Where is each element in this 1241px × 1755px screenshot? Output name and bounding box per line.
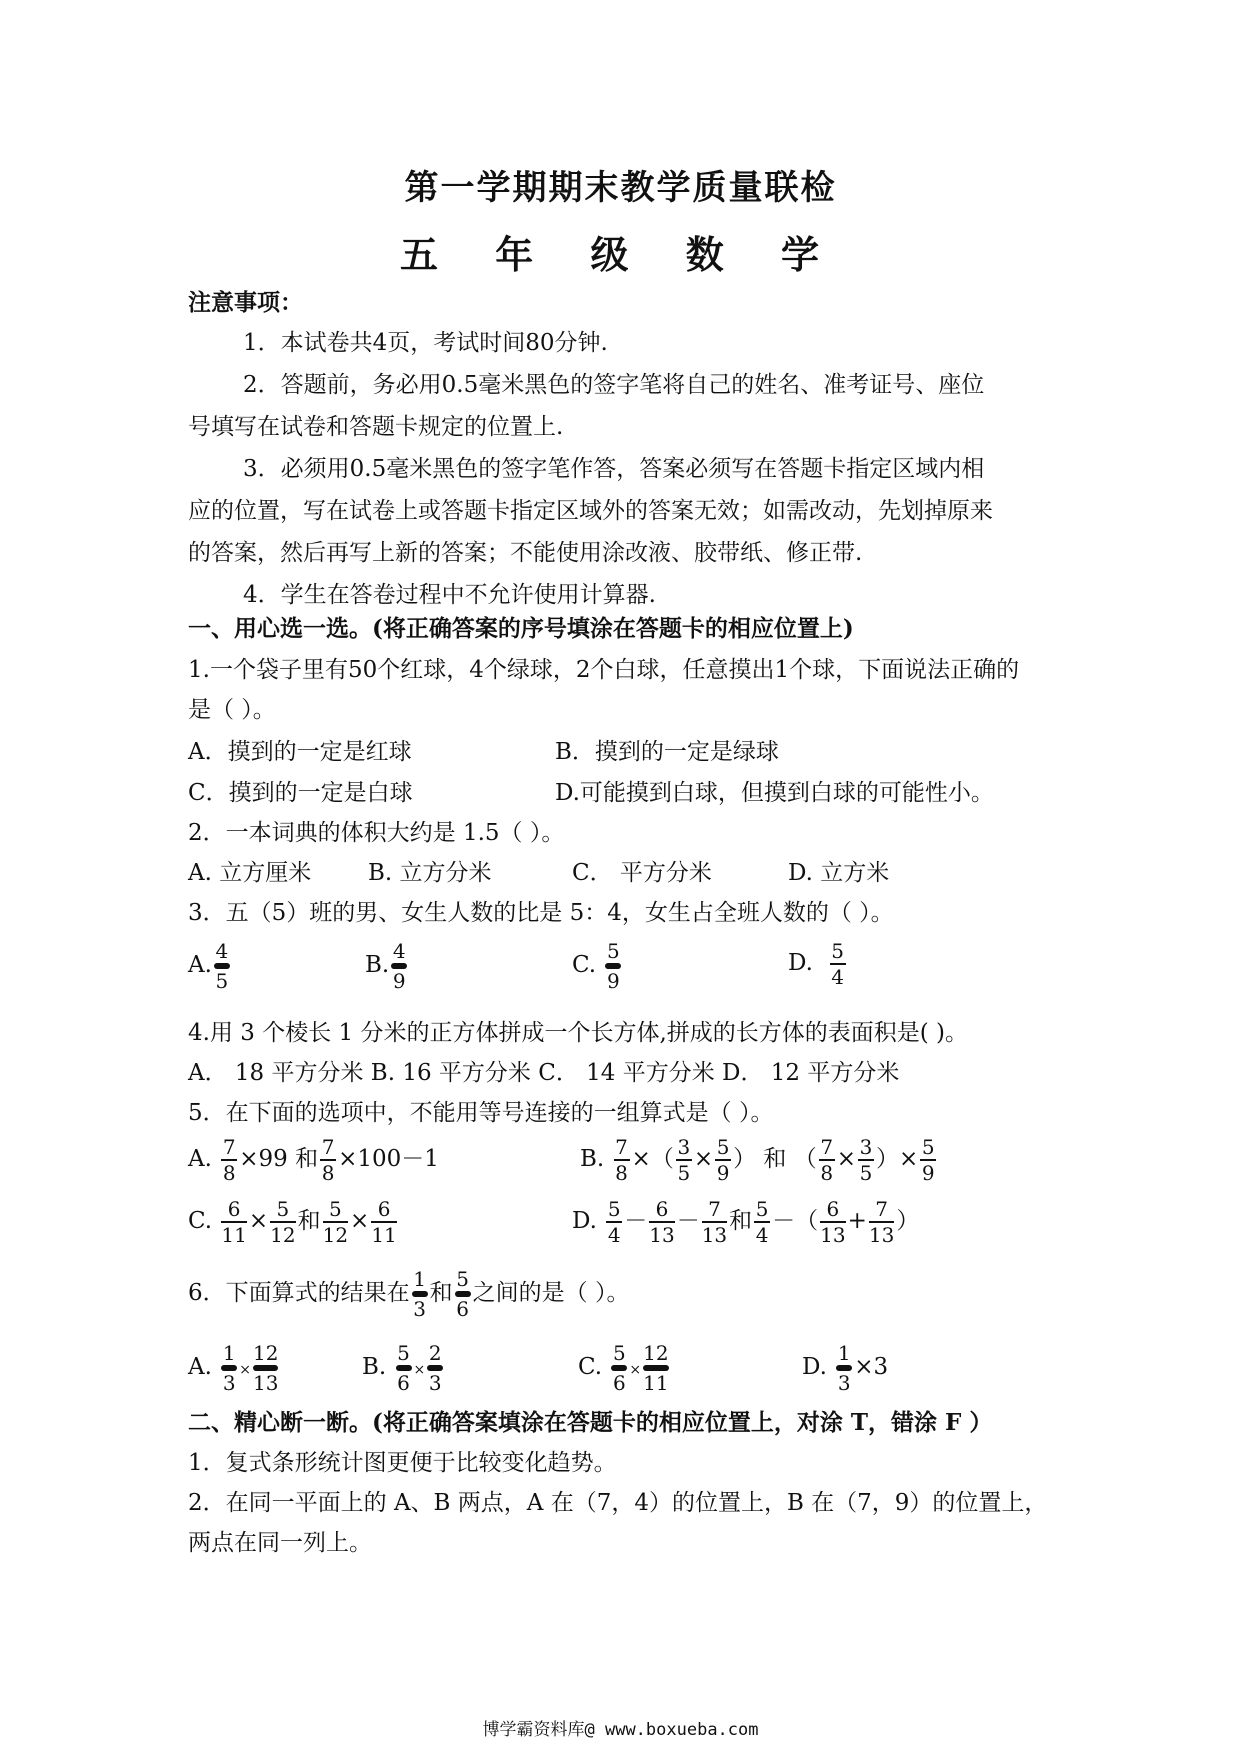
note-item-1: 1．本试卷共4页，考试时间80分钟.	[243, 330, 608, 356]
numerator: 6	[227, 1197, 241, 1221]
operator: ×	[631, 1146, 651, 1172]
q2-stem: 2．一本词典的体积大约是 1.5（ ）。	[188, 820, 565, 846]
numerator: 7	[708, 1197, 721, 1221]
numerator: 12	[643, 1341, 669, 1365]
denominator: 6	[613, 1371, 626, 1395]
denominator: 3	[428, 1371, 442, 1395]
denominator: 12	[270, 1223, 296, 1247]
numerator: 3	[859, 1135, 873, 1159]
q5-option-d	[572, 1198, 919, 1246]
note-item-2-line-2: 号填写在试卷和答题卡规定的位置上.	[188, 414, 564, 440]
option-label: C.	[188, 1208, 213, 1234]
option-label: A.	[188, 1354, 212, 1380]
fraction	[836, 1342, 852, 1394]
option-label: A.	[188, 952, 212, 978]
q6-option-c	[578, 1342, 671, 1394]
fraction	[676, 1136, 692, 1184]
numerator: 1	[413, 1267, 426, 1291]
numerator: 5	[328, 1197, 342, 1221]
denominator: 8	[321, 1161, 335, 1185]
fraction	[702, 1198, 727, 1246]
fraction	[455, 1268, 471, 1320]
paren: ）	[876, 1146, 899, 1172]
denominator: 3	[222, 1371, 236, 1395]
operator: ×	[899, 1146, 919, 1172]
operator: ×	[350, 1208, 370, 1234]
denominator: 11	[221, 1223, 247, 1247]
numerator: 6	[826, 1197, 840, 1221]
fraction	[649, 1198, 674, 1246]
q1-option-b: B．摸到的一定是绿球	[555, 739, 779, 765]
denominator: 11	[643, 1371, 669, 1395]
operator: －	[676, 1208, 700, 1234]
numerator: 3	[677, 1135, 691, 1159]
denominator: 3	[837, 1371, 851, 1395]
fraction	[270, 1198, 295, 1246]
fraction	[323, 1198, 348, 1246]
fraction	[221, 1342, 237, 1394]
numerator: 5	[921, 1135, 935, 1159]
denominator: 11	[371, 1223, 397, 1247]
denominator: 5	[215, 969, 229, 993]
q5-option-a	[188, 1136, 439, 1184]
denominator: 8	[820, 1161, 834, 1185]
numerator: 5	[755, 1197, 769, 1221]
paren: （	[650, 1146, 674, 1172]
q5-option-b	[580, 1136, 938, 1184]
expression-text: ×99 和	[239, 1146, 319, 1172]
denominator: 8	[222, 1161, 236, 1185]
numerator: 6	[377, 1197, 391, 1221]
fraction	[427, 1342, 443, 1394]
denominator: 8	[615, 1161, 628, 1185]
denominator: 13	[701, 1223, 728, 1247]
fraction	[396, 1342, 412, 1394]
operator: ×	[413, 1362, 426, 1378]
numerator: 1	[837, 1341, 851, 1365]
exam-title: 第一学期期末教学质量联检	[404, 168, 837, 208]
conjunction: 和	[297, 1208, 321, 1234]
operator: +	[847, 1208, 867, 1234]
fraction	[320, 1136, 336, 1184]
conjunction: 和	[756, 1146, 794, 1172]
option-label: B.	[362, 1354, 387, 1380]
numerator: 4	[215, 939, 229, 963]
q3-option-c	[572, 940, 623, 992]
stem-text: 之间的是（ ）。	[472, 1280, 630, 1306]
s2-q2-line-1: 2．在同一平面上的 A、B 两点，A 在（7，4）的位置上，B 在（7，9）的位置上，	[188, 1490, 1048, 1516]
denominator: 6	[397, 1371, 410, 1395]
fraction	[391, 940, 407, 992]
denominator: 4	[755, 1223, 769, 1247]
fraction	[920, 1136, 936, 1184]
operator: －	[624, 1208, 648, 1234]
numerator: 7	[321, 1135, 335, 1159]
numerator: 2	[428, 1341, 442, 1365]
numerator: 4	[392, 939, 406, 963]
numerator: 7	[615, 1135, 628, 1159]
denominator: 13	[820, 1223, 846, 1247]
fraction	[606, 1198, 622, 1246]
numerator: 5	[607, 939, 620, 963]
numerator: 5	[456, 1267, 469, 1291]
option-label: C.	[578, 1354, 603, 1380]
q4-stem: 4.用 3 个棱长 1 分米的正方体拼成一个长方体,拼成的长方体的表面积是( )。	[188, 1020, 969, 1046]
expression-text: ×3	[854, 1354, 889, 1380]
denominator: 6	[456, 1297, 469, 1321]
numerator: 7	[820, 1135, 834, 1159]
fraction	[412, 1268, 428, 1320]
s2-q2-line-2: 两点在同一列上。	[188, 1530, 372, 1556]
notes-heading: 注意事项：	[188, 289, 303, 316]
q1-option-d: D.可能摸到白球，但摸到白球的可能性小。	[555, 780, 994, 806]
q2-option-b: B. 立方分米	[368, 860, 492, 886]
fraction	[869, 1198, 894, 1246]
numerator: 5	[607, 1197, 621, 1221]
fraction	[611, 1342, 627, 1394]
fraction	[820, 1198, 845, 1246]
fraction	[614, 1136, 630, 1184]
section-2-heading: 二、精心断一断。(将正确答案填涂在答题卡的相应位置上，对涂 T，错涂 F ）	[188, 1409, 993, 1436]
numerator: 1	[222, 1341, 236, 1365]
fraction	[371, 1198, 396, 1246]
denominator: 13	[649, 1223, 675, 1247]
section-1-heading: 一、用心选一选。(将正确答案的序号填涂在答题卡的相应位置上)	[188, 615, 854, 642]
expression-text: ×100－1	[338, 1146, 439, 1172]
fraction	[643, 1342, 668, 1394]
footer-watermark: 博学霸资料库@ www.boxueba.com	[482, 1720, 759, 1740]
exam-subject: 五 年 级 数 学	[400, 232, 841, 277]
fraction	[715, 1136, 731, 1184]
q6-option-a	[188, 1342, 280, 1394]
q6-option-b	[362, 1342, 445, 1394]
fraction	[221, 1198, 246, 1246]
denominator: 3	[413, 1297, 426, 1321]
q6-stem	[188, 1268, 629, 1320]
q6-option-d	[802, 1342, 888, 1394]
q3-stem: 3．五（5）班的男、女生人数的比是 5：4，女生占全班人数的（ ）。	[188, 900, 894, 926]
q5-option-c	[188, 1198, 399, 1246]
q5-stem: 5．在下面的选项中，不能用等号连接的一组算式是（ ）。	[188, 1100, 774, 1126]
numerator: 5	[276, 1197, 290, 1221]
q2-option-c: C． 平方分米	[572, 860, 712, 886]
paren: （	[793, 1146, 817, 1172]
option-label: C.	[572, 952, 597, 978]
fraction	[221, 1136, 237, 1184]
denominator: 9	[607, 969, 620, 993]
note-item-2-line-1: 2．答题前，务必用0.5毫米黑色的签字笔将自己的姓名、准考证号、座位	[243, 372, 985, 398]
fraction	[819, 1136, 835, 1184]
denominator: 13	[252, 1371, 279, 1395]
q3-option-b	[365, 940, 409, 992]
fraction	[830, 940, 846, 988]
denominator: 9	[921, 1161, 935, 1185]
denominator: 5	[677, 1161, 691, 1185]
q1-stem-line-1: 1.一个袋子里有50个红球，4个绿球，2个白球，任意摸出1个球，下面说法正确的	[188, 657, 1020, 683]
q4-options: A． 18 平方分米 B. 16 平方分米 C． 14 平方分米 D． 12 平方分米	[188, 1060, 900, 1086]
note-item-3-line-1: 3．必须用0.5毫米黑色的签字笔作答，答案必须写在答题卡指定区域内相	[243, 456, 985, 482]
operator: ×	[239, 1362, 251, 1378]
s2-q1: 1．复式条形统计图更便于比较变化趋势。	[188, 1450, 617, 1476]
q1-option-c: C．摸到的一定是白球	[188, 780, 413, 806]
fraction	[754, 1198, 770, 1246]
denominator: 9	[716, 1161, 730, 1185]
numerator: 5	[397, 1341, 410, 1365]
conjunction: 和	[729, 1208, 753, 1234]
q3-option-a	[188, 940, 232, 992]
option-label: A.	[188, 1146, 212, 1172]
operator: －	[772, 1208, 796, 1234]
option-label: B.	[580, 1146, 605, 1172]
q2-option-a: A. 立方厘米	[188, 860, 312, 886]
operator: ×	[629, 1362, 642, 1378]
paren: ）	[733, 1146, 757, 1172]
numerator: 7	[875, 1197, 888, 1221]
option-label: D.	[788, 950, 813, 976]
operator: ×	[248, 1208, 269, 1234]
stem-text: 和	[429, 1280, 453, 1306]
denominator: 12	[322, 1223, 349, 1247]
numerator: 5	[831, 939, 844, 963]
option-label: D.	[572, 1208, 597, 1234]
denominator: 9	[392, 969, 406, 993]
operator: ×	[836, 1146, 856, 1172]
fraction	[214, 940, 230, 992]
numerator: 7	[222, 1135, 236, 1159]
q2-option-d: D. 立方米	[788, 860, 890, 886]
q1-option-a: A．摸到的一定是红球	[188, 739, 412, 765]
denominator: 5	[859, 1161, 873, 1185]
q3-option-d	[788, 940, 848, 988]
operator: ×	[693, 1146, 714, 1172]
note-item-4: 4．学生在答卷过程中不允许使用计算器.	[243, 582, 656, 608]
option-label: D.	[802, 1354, 827, 1380]
q1-stem-line-2: 是（ ）。	[188, 697, 276, 723]
denominator: 4	[831, 965, 844, 989]
numerator: 12	[252, 1341, 279, 1365]
numerator: 5	[716, 1135, 730, 1159]
fraction	[858, 1136, 874, 1184]
stem-text: 6．下面算式的结果在	[188, 1280, 410, 1306]
fraction	[253, 1342, 278, 1394]
option-label: B.	[365, 952, 390, 978]
note-item-3-line-3: 的答案，然后再写上新的答案；不能使用涂改液、胶带纸、修正带.	[188, 540, 863, 566]
denominator: 13	[868, 1223, 895, 1247]
paren: （	[795, 1208, 819, 1234]
paren: ）	[896, 1208, 920, 1234]
numerator: 6	[655, 1197, 669, 1221]
denominator: 4	[607, 1223, 621, 1247]
fraction	[605, 940, 621, 992]
numerator: 5	[613, 1341, 626, 1365]
note-item-3-line-2: 应的位置，写在试卷上或答题卡指定区域外的答案无效；如需改动，先划掉原来	[188, 498, 993, 524]
